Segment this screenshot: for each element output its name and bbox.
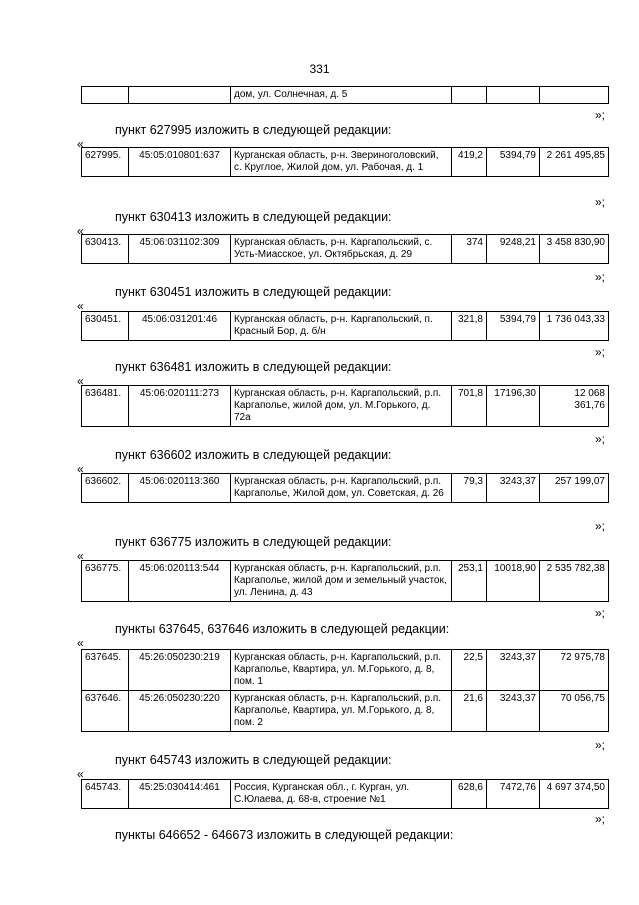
cell-number: 645743.	[82, 780, 129, 809]
section-heading: пункт 636481 изложить в следующей редакции:	[115, 360, 392, 374]
cell-rate: 5394,79	[487, 312, 540, 341]
cell-cadastral: 45:05:010801:637	[129, 148, 231, 177]
cell-address: Курганская область, р-н. Звериноголовский, с. Круглое, Жилой дом, ул. Рабочая, д. 1	[231, 148, 452, 177]
close-quote: »;	[595, 108, 606, 122]
cell-rate: 3243,37	[487, 474, 540, 503]
cell-address: Курганская область, р-н. Каргапольский, р.п. Каргаполье, Жилой дом, ул. Советская, д. 26	[231, 474, 452, 503]
cell-number: 636775.	[82, 561, 129, 602]
register-table	[81, 779, 609, 809]
section-heading: пункт 636775 изложить в следующей редакции:	[115, 535, 392, 549]
open-quote: «	[77, 549, 84, 563]
cell-number: 627995.	[82, 148, 129, 177]
cell-number: 636481.	[82, 386, 129, 427]
cell-area: 628,6	[452, 780, 487, 809]
register-table	[81, 234, 609, 264]
table-row	[82, 87, 609, 104]
table-row	[82, 691, 609, 732]
cell-cadastral: 45:06:020113:360	[129, 474, 231, 503]
cell-value: 70 056,75	[540, 691, 609, 732]
top-table	[81, 86, 609, 104]
cell-number	[82, 87, 129, 104]
cell-address: Курганская область, р-н. Каргапольский, с. Усть-Миасское, ул. Октябрьская, д. 29	[231, 235, 452, 264]
cell-rate: 10018,90	[487, 561, 540, 602]
close-quote: »;	[595, 432, 606, 446]
cell-rate: 7472,76	[487, 780, 540, 809]
open-quote: «	[77, 374, 84, 388]
cell-rate	[487, 87, 540, 104]
cell-rate: 3243,37	[487, 650, 540, 691]
register-table	[81, 473, 609, 503]
cell-cadastral: 45:26:050230:219	[129, 650, 231, 691]
final-heading: пункты 646652 - 646673 изложить в следующей редакции:	[115, 828, 454, 842]
register-table	[81, 311, 609, 341]
section-heading: пункт 630451 изложить в следующей редакции:	[115, 285, 392, 299]
cell-number: 630413.	[82, 235, 129, 264]
cell-cadastral: 45:06:031102:309	[129, 235, 231, 264]
open-quote: «	[77, 636, 84, 650]
register-table	[81, 147, 609, 177]
table-row	[82, 235, 609, 264]
cell-rate: 3243,37	[487, 691, 540, 732]
cell-value: 1 736 043,33	[540, 312, 609, 341]
close-quote: »;	[595, 519, 606, 533]
close-quote: »;	[595, 812, 606, 826]
cell-cadastral: 45:26:050230:220	[129, 691, 231, 732]
table-row	[82, 780, 609, 809]
cell-area: 22,5	[452, 650, 487, 691]
register-table	[81, 649, 609, 732]
cell-cadastral: 45:06:031201:46	[129, 312, 231, 341]
cell-rate: 17196,30	[487, 386, 540, 427]
cell-area	[452, 87, 487, 104]
close-quote: »;	[595, 738, 606, 752]
cell-value: 72 975,78	[540, 650, 609, 691]
cell-number: 637646.	[82, 691, 129, 732]
cell-address: Курганская область, р-н. Каргапольский, р.п. Каргаполье, Квартира, ул. М.Горького, д. 8, пом. 2	[231, 691, 452, 732]
cell-number: 637645.	[82, 650, 129, 691]
close-quote: »;	[595, 270, 606, 284]
cell-address: Россия, Курганская обл., г. Курган, ул. С.Юлаева, д. 68-в, строение №1	[231, 780, 452, 809]
close-quote: »;	[595, 195, 606, 209]
cell-value: 257 199,07	[540, 474, 609, 503]
page-number: 331	[309, 62, 330, 76]
section-heading: пункт 636602 изложить в следующей редакции:	[115, 448, 392, 462]
cell-area: 79,3	[452, 474, 487, 503]
table-row	[82, 386, 609, 427]
cell-area: 253,1	[452, 561, 487, 602]
cell-value: 4 697 374,50	[540, 780, 609, 809]
table-row	[82, 148, 609, 177]
open-quote: «	[77, 224, 84, 238]
cell-rate: 5394,79	[487, 148, 540, 177]
table-row	[82, 561, 609, 602]
close-quote: »;	[595, 606, 606, 620]
cell-address: Курганская область, р-н. Каргапольский, р.п. Каргаполье, жилой дом и земельный участок, ул. Ленина, д. 43	[231, 561, 452, 602]
cell-number: 636602.	[82, 474, 129, 503]
cell-rate: 9248,21	[487, 235, 540, 264]
section-heading: пункты 637645, 637646 изложить в следующей редакции:	[115, 622, 450, 636]
close-quote: »;	[595, 345, 606, 359]
cell-area: 374	[452, 235, 487, 264]
open-quote: «	[77, 299, 84, 313]
cell-address: дом, ул. Солнечная, д. 5	[231, 87, 452, 104]
table-row	[82, 312, 609, 341]
section-heading: пункт 645743 изложить в следующей редакции:	[115, 753, 392, 767]
section-heading: пункт 627995 изложить в следующей редакции:	[115, 123, 392, 137]
cell-address: Курганская область, р-н. Каргапольский, п. Красный Бор, д. б/н	[231, 312, 452, 341]
cell-number: 630451.	[82, 312, 129, 341]
cell-area: 321,8	[452, 312, 487, 341]
register-table	[81, 385, 609, 427]
cell-value: 12 068 361,76	[540, 386, 609, 427]
register-table	[81, 560, 609, 602]
cell-cadastral: 45:06:020111:273	[129, 386, 231, 427]
cell-cadastral	[129, 87, 231, 104]
section-heading: пункт 630413 изложить в следующей редакции:	[115, 210, 392, 224]
open-quote: «	[77, 137, 84, 151]
cell-value: 3 458 830,90	[540, 235, 609, 264]
cell-value: 2 535 782,38	[540, 561, 609, 602]
cell-area: 21,6	[452, 691, 487, 732]
cell-cadastral: 45:25:030414:461	[129, 780, 231, 809]
cell-area: 701,8	[452, 386, 487, 427]
open-quote: «	[77, 462, 84, 476]
table-row	[82, 474, 609, 503]
cell-value: 2 261 495,85	[540, 148, 609, 177]
cell-address: Курганская область, р-н. Каргапольский, р.п. Каргаполье, жилой дом, ул. М.Горького, д. 72а	[231, 386, 452, 427]
cell-cadastral: 45:06:020113:544	[129, 561, 231, 602]
cell-value	[540, 87, 609, 104]
open-quote: «	[77, 767, 84, 781]
cell-area: 419,2	[452, 148, 487, 177]
cell-address: Курганская область, р-н. Каргапольский, р.п. Каргаполье, Квартира, ул. М.Горького, д. 8, пом. 1	[231, 650, 452, 691]
table-row	[82, 650, 609, 691]
